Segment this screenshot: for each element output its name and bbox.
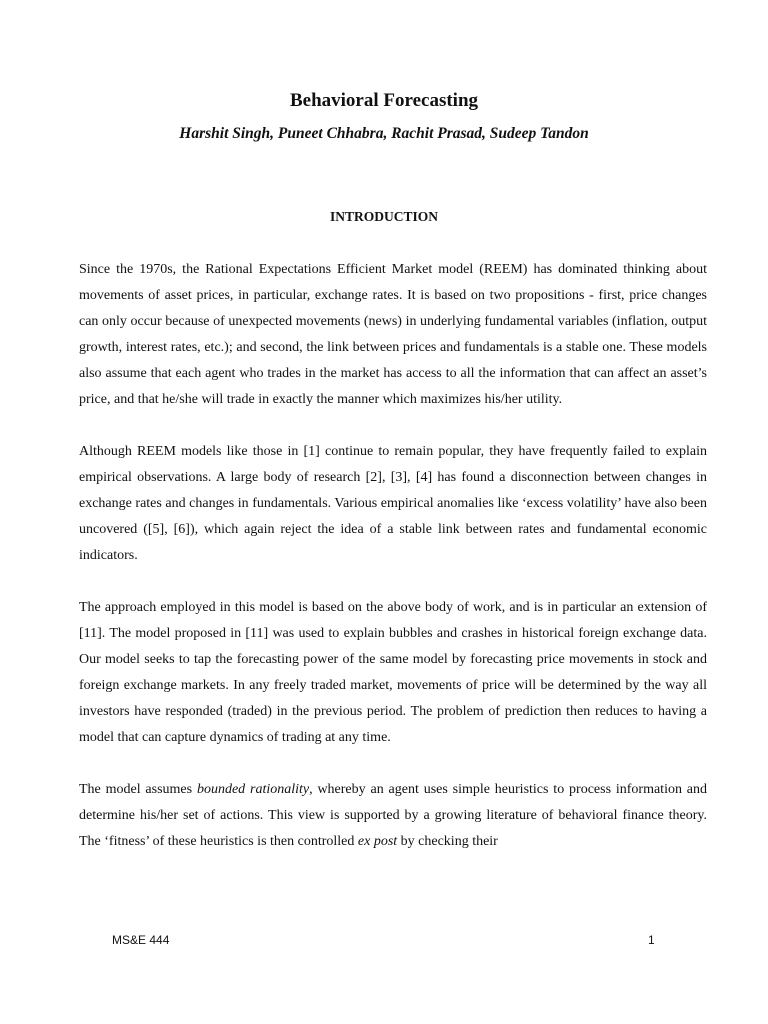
paragraph-4-text-3: by checking their: [397, 834, 498, 849]
paragraph-2: Although REEM models like those in [1] continue to remain popular, they have frequently failed to explain empirical observations. A large body of research [2], [3], [4] has found a disconnection between changes in exchange rates and changes in fundamentals. Various empirical anomalies like ‘excess volatility’ have also been uncovered ([5], [6]), which again reject the idea of a stable link between rates and fundamental economic indicators.: [79, 444, 707, 563]
page-number: 1: [648, 933, 655, 947]
body-text: [79, 257, 707, 881]
paragraph-4: [79, 777, 707, 855]
footer-course-label: MS&E 444: [112, 933, 170, 947]
section-heading: INTRODUCTION: [329, 209, 438, 224]
emphasis-bounded-rationality: bounded rationality: [196, 782, 310, 797]
document-title: Behavioral Forecasting: [289, 90, 479, 111]
paragraph-4-text-2: , whereby an agent uses simple heuristics to process information and determine his/her set of actions. This view is supported by a growing literature of behavioral finance theory. The ‘fitness’ of these heuristics is then controlled: [79, 782, 708, 849]
emphasis-ex-post: ex post: [357, 834, 398, 849]
paragraph-4-text-1: The model assumes: [79, 782, 197, 797]
paragraph-3: The approach employed in this model is based on the above body of work, and is in particular an extension of [11]. The model proposed in [11] was used to explain bubbles and crashes in historical foreign exchange data. Our model seeks to tap the forecasting power of the same model by forecasting price movements in stock and foreign exchange markets. In any freely traded market, movements of price will be determined by the way all investors have responded (traded) in the previous period. The problem of prediction then reduces to having a model that can capture dynamics of trading at any time.: [79, 600, 707, 745]
author-list: Harshit Singh, Puneet Chhabra, Rachit Prasad, Sudeep Tandon: [179, 125, 589, 142]
paragraph-1: Since the 1970s, the Rational Expectations Efficient Market model (REEM) has dominated thinking about movements of asset prices, in particular, exchange rates. It is based on two propositions - first, price changes can only occur because of unexpected movements (news) in underlying fundamental variables (inflation, output growth, interest rates, etc.); and second, the link between prices and fundamentals is a stable one. These models also assume that each agent who trades in the market has access to all the information that can affect an asset’s price, and that he/she will trade in exactly the manner which maximizes his/her utility.: [79, 262, 707, 407]
